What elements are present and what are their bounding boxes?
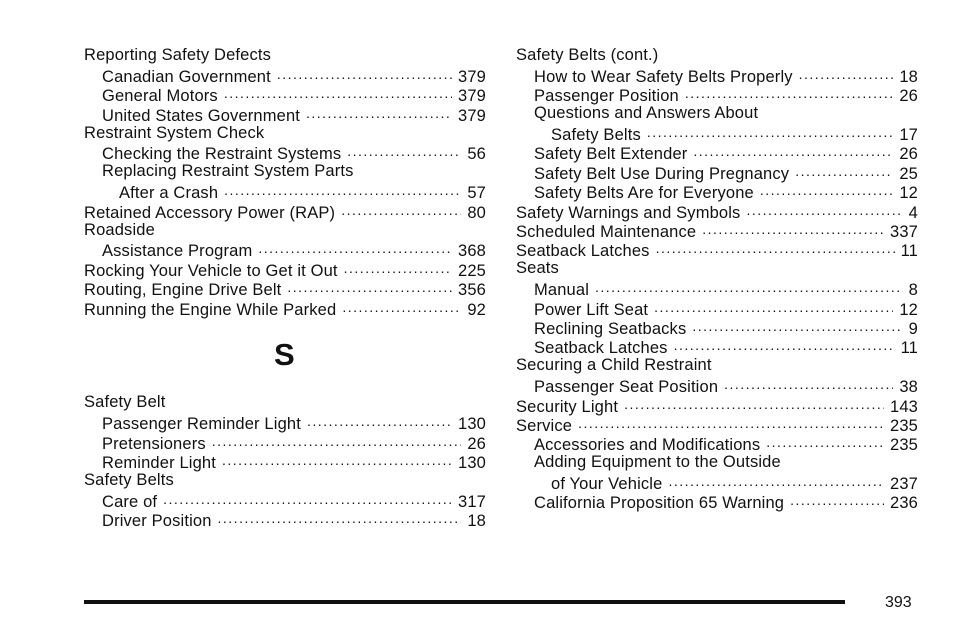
index-entry-page: 225 [458, 261, 486, 280]
dot-leader [258, 240, 452, 257]
index-entry-page: 92 [467, 300, 486, 319]
index-entry-label: Power Lift Seat [534, 300, 649, 319]
index-entries-r [84, 46, 486, 317]
index-entry [516, 259, 918, 278]
index-entry-label: Safety Belts [551, 126, 641, 145]
index-entry [516, 124, 918, 143]
dot-leader [624, 395, 884, 412]
index-entry [84, 104, 486, 123]
footer-rule [84, 600, 845, 604]
index-entry-page: 356 [458, 281, 486, 300]
index-entry-page: 25 [899, 164, 918, 183]
index-entry-page: 11 [900, 339, 918, 358]
index-entry [84, 279, 486, 298]
index-entry [84, 240, 486, 259]
index-entry [84, 65, 486, 84]
index-entry-label: Pretensioners [102, 434, 206, 453]
index-entry-label: Safety Belt Use During Pregnancy [534, 164, 790, 183]
index-entry-label: After a Crash [119, 184, 219, 203]
dot-leader [685, 85, 893, 102]
index-entry [516, 162, 918, 181]
index-entry [516, 453, 918, 472]
index-entry [516, 46, 918, 65]
index-entry-page: 26 [899, 145, 918, 164]
index-entry-label: Retained Accessory Power (RAP) [84, 203, 336, 222]
index-entry-label: Checking the Restraint Systems [102, 145, 342, 164]
dot-leader [342, 298, 461, 315]
index-entry-label: Security Light [516, 397, 619, 416]
index-entry-page: 18 [467, 512, 486, 531]
dot-leader [578, 414, 884, 431]
index-entry [516, 143, 918, 162]
index-entry-page: 9 [908, 319, 918, 338]
dot-leader [212, 432, 462, 449]
index-entry-page: 8 [908, 281, 918, 300]
index-entry-label: Routing, Engine Drive Belt [84, 281, 282, 300]
page-number: 393 [885, 594, 912, 611]
index-entry [84, 393, 486, 412]
index-entry-label: Passenger Position [534, 87, 679, 106]
index-entry [84, 432, 486, 451]
index-entry-page: 4 [908, 203, 918, 222]
index-entry-label: Scheduled Maintenance [516, 223, 697, 242]
index-entry-page: 18 [899, 67, 918, 86]
index-entry-label: Safety Belt [84, 393, 166, 412]
index-entry [84, 413, 486, 432]
index-entry-page: 235 [890, 416, 918, 435]
dot-leader [799, 65, 894, 82]
index-entry-label: Restraint System Check [84, 123, 265, 142]
dot-leader [341, 201, 461, 218]
index-entry-label: Adding Equipment to the Outside [534, 453, 781, 472]
dot-leader [795, 162, 893, 179]
index-entry-label: General Motors [102, 87, 218, 106]
index-entry-page: 368 [458, 242, 486, 261]
index-entry [516, 492, 918, 511]
index-entry [84, 201, 486, 220]
dot-leader [693, 143, 893, 160]
index-entry-label: Securing a Child Restraint [516, 356, 712, 375]
index-entry [516, 85, 918, 104]
index-entry-page: 379 [458, 87, 486, 106]
index-entry [516, 395, 918, 414]
index-entry [516, 221, 918, 240]
index-entry-label: Safety Belts [84, 471, 174, 490]
index-entry [516, 104, 918, 123]
index-entry-label: Questions and Answers About [534, 104, 759, 123]
index-entry [516, 279, 918, 298]
index-entry-label: Reminder Light [102, 454, 216, 473]
index-entry [84, 510, 486, 529]
index-entry-page: 17 [899, 126, 918, 145]
index-entry-label: Accessories and Modifications [534, 436, 761, 455]
dot-leader [724, 376, 893, 393]
dot-leader [224, 85, 452, 102]
index-entry-page: 12 [899, 184, 918, 203]
dot-leader [277, 65, 452, 82]
index-entry-page: 317 [458, 492, 486, 511]
index-entry [516, 182, 918, 201]
dot-leader [766, 434, 884, 451]
index-column-right [516, 46, 918, 511]
index-entry-label: Seatback Latches [534, 339, 668, 358]
index-entry-label: Care of [102, 492, 158, 511]
index-entry-page: 379 [458, 106, 486, 125]
index-entry [84, 221, 486, 240]
index-entry [84, 452, 486, 471]
dot-leader [656, 240, 895, 257]
index-entry [516, 473, 918, 492]
dot-leader [287, 279, 452, 296]
index-entry-page: 57 [467, 184, 486, 203]
index-entry-label: Safety Belts (cont.) [516, 46, 659, 64]
dot-leader [760, 182, 893, 199]
index-entry-label: Safety Belt Extender [534, 145, 688, 164]
index-entry-page: 235 [890, 436, 918, 455]
index-entry [516, 298, 918, 317]
index-entry-label: Rocking Your Vehicle to Get it Out [84, 261, 338, 280]
index-entry [84, 490, 486, 509]
index-entry-page: 379 [458, 67, 486, 86]
index-entry-label: Reporting Safety Defects [84, 46, 272, 64]
index-entry [516, 434, 918, 453]
index-entry-page: 130 [458, 415, 486, 434]
index-entry-label: How to Wear Safety Belts Properly [534, 67, 793, 86]
dot-leader [702, 221, 884, 238]
index-entry-label: Running the Engine While Parked [84, 300, 337, 319]
index-entry-label: Driver Position [102, 512, 212, 531]
index-entry-label: Seats [516, 259, 559, 278]
index-entries-s [84, 393, 486, 529]
index-entry-page: 12 [899, 300, 918, 319]
index-entry-page: 337 [890, 223, 918, 242]
dot-leader [222, 452, 452, 469]
index-entry-page: 26 [467, 434, 486, 453]
index-entry [84, 143, 486, 162]
dot-leader [595, 279, 903, 296]
index-entry-page: 11 [900, 242, 918, 261]
index-entry-label: Roadside [84, 220, 155, 239]
index-entry-page: 236 [890, 494, 918, 513]
dot-leader [163, 490, 452, 507]
dot-leader [668, 473, 884, 490]
index-entry-label: Safety Warnings and Symbols [516, 203, 741, 222]
index-entry [516, 317, 918, 336]
dot-leader [654, 298, 893, 315]
index-entry [516, 356, 918, 375]
index-entry-label: United States Government [102, 106, 301, 125]
index-entry-label: Passenger Seat Position [534, 378, 719, 397]
index-entry-page: 237 [890, 475, 918, 494]
index-entry [516, 240, 918, 259]
index-entry-page: 38 [899, 378, 918, 397]
index-entry-page: 143 [890, 397, 918, 416]
index-entry [84, 471, 486, 490]
index-entry-label: Service [516, 416, 573, 435]
index-entry-label: Passenger Reminder Light [102, 415, 301, 434]
index-entry [84, 259, 486, 278]
dot-leader [746, 201, 902, 218]
index-entry [516, 65, 918, 84]
index-entry [84, 85, 486, 104]
index-entry [84, 124, 486, 143]
index-entry-label: Assistance Program [102, 242, 253, 261]
index-entry [516, 414, 918, 433]
index-entry-label: Seatback Latches [516, 242, 650, 261]
dot-leader [307, 413, 452, 430]
index-entry [516, 376, 918, 395]
index-column-left [84, 46, 486, 529]
index-entry [516, 201, 918, 220]
index-entry-label: Safety Belts Are for Everyone [534, 184, 754, 203]
index-entry-label: California Proposition 65 Warning [534, 494, 785, 513]
dot-leader [224, 182, 461, 199]
index-entry-label: of Your Vehicle [551, 475, 663, 494]
dot-leader [647, 124, 894, 141]
index-entry-label: Reclining Seatbacks [534, 319, 687, 338]
dot-leader [790, 492, 884, 509]
index-entry [84, 46, 486, 65]
index-entries-s-continued [516, 46, 918, 511]
dot-leader [674, 337, 895, 354]
index-entry [84, 298, 486, 317]
index-entry [84, 162, 486, 181]
index-entry-page: 130 [458, 454, 486, 473]
dot-leader [347, 143, 461, 160]
index-entry [516, 337, 918, 356]
section-letter-s: S [274, 337, 295, 373]
dot-leader [218, 510, 462, 527]
index-entry [84, 182, 486, 201]
dot-leader [306, 104, 452, 121]
index-entry-label: Manual [534, 281, 590, 300]
dot-leader [344, 259, 452, 276]
index-entry-page: 26 [899, 87, 918, 106]
index-entry-page: 56 [467, 145, 486, 164]
index-entry-page: 80 [467, 203, 486, 222]
index-entry-label: Canadian Government [102, 67, 271, 86]
dot-leader [692, 317, 902, 334]
index-entry-label: Replacing Restraint System Parts [102, 162, 354, 181]
